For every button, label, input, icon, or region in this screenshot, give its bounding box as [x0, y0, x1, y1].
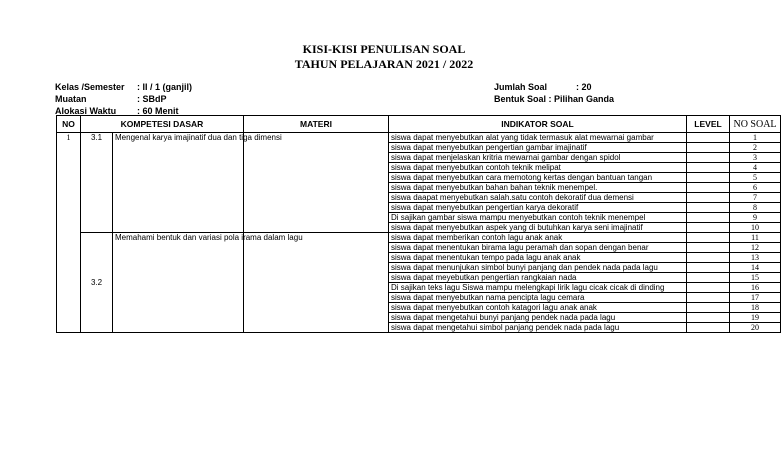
- level-cell: [687, 293, 730, 303]
- indikator-cell: siswa dapat menyebutkan pengertian gambar imajinatif: [389, 143, 687, 153]
- indikator-cell: siswa dapat menentukan tempo pada lagu anak anak: [389, 253, 687, 263]
- no-soal-cell: 6: [730, 183, 781, 193]
- info-value: : II / 1 (ganjil): [137, 82, 193, 92]
- indikator-cell: siswa dapat menyebutkan cara memotong kertas dengan bantuan tangan: [389, 173, 687, 183]
- level-cell: [687, 273, 730, 283]
- materi-cell: [244, 233, 389, 333]
- indikator-cell: siswa dapat menyebutkan pengertian karya dekoratif: [389, 203, 687, 213]
- no-soal-cell: 15: [730, 273, 781, 283]
- kisi-kisi-table: [56, 115, 781, 333]
- info-key: Kelas /Semester: [55, 82, 125, 92]
- info-right: [494, 81, 614, 105]
- info-key: Bentuk Soal: [494, 94, 547, 104]
- no-soal-cell: 14: [730, 263, 781, 273]
- header-indikator-soal: INDIKATOR SOAL: [389, 116, 687, 133]
- level-cell: [687, 283, 730, 293]
- info-row-jumlah: [494, 81, 614, 93]
- no-soal-cell: 9: [730, 213, 781, 223]
- info-value: : SBdP: [137, 94, 167, 104]
- no-soal-cell: 11: [730, 233, 781, 243]
- level-cell: [687, 213, 730, 223]
- header-materi: MATERI: [244, 116, 389, 133]
- indikator-cell: siswa dapat mengetahui bunyi panjang pendek nada pada lagu: [389, 313, 687, 323]
- indikator-cell: siswa dapat menunjukan simbol bunyi panjang dan pendek nada pada lagu: [389, 263, 687, 273]
- table-header-row: [57, 116, 781, 133]
- kd-code: 3.1: [81, 133, 113, 233]
- indikator-cell: siswa dapat menyebutkan nama pencipta lagu cemara: [389, 293, 687, 303]
- indikator-cell: siswa dapat memberikan contoh lagu anak anak: [389, 233, 687, 243]
- no-soal-cell: 19: [730, 313, 781, 323]
- level-cell: [687, 193, 730, 203]
- indikator-cell: Di sajikan gambar siswa mampu menyebutkan contoh teknik menempel: [389, 213, 687, 223]
- indikator-cell: siswa dapat menyebutkan contoh katagori lagu anak anak: [389, 303, 687, 313]
- no-soal-cell: 13: [730, 253, 781, 263]
- indikator-cell: Di sajikan teks lagu Siswa mampu melengkapi lirik lagu cicak cicak di dinding: [389, 283, 687, 293]
- no-soal-cell: 4: [730, 163, 781, 173]
- kd-description: Mengenal karya imajinatif dua dan tiga dimensi: [113, 133, 244, 233]
- no-soal-cell: 5: [730, 173, 781, 183]
- level-cell: [687, 253, 730, 263]
- document-title: KISI-KISI PENULISAN SOAL: [302, 42, 466, 56]
- table-row: [57, 233, 781, 243]
- level-cell: [687, 323, 730, 333]
- info-value: : 20: [576, 82, 592, 92]
- header-level: LEVEL: [687, 116, 730, 133]
- level-cell: [687, 263, 730, 273]
- level-cell: [687, 243, 730, 253]
- level-cell: [687, 303, 730, 313]
- no-soal-cell: 2: [730, 143, 781, 153]
- level-cell: [687, 133, 730, 143]
- level-cell: [687, 173, 730, 183]
- no-soal-cell: 18: [730, 303, 781, 313]
- level-cell: [687, 233, 730, 243]
- kd-code: 3.2: [81, 233, 113, 333]
- header-kompetensi-dasar: KOMPETESI DASAR: [81, 116, 244, 133]
- info-row-bentuk: [494, 93, 614, 105]
- indikator-cell: siswa dapat meyebutkan pengertian rangkaian nada: [389, 273, 687, 283]
- table-body: [57, 133, 781, 333]
- level-cell: [687, 223, 730, 233]
- level-cell: [687, 143, 730, 153]
- indikator-cell: siswa daapat menyebutkan salah.satu contoh dekoratif dua demensi: [389, 193, 687, 203]
- no-soal-cell: 20: [730, 323, 781, 333]
- info-key: Alokasi Waktu: [55, 106, 117, 116]
- indikator-cell: siswa dapat mengetahui simbol panjang pendek nada pada lagu: [389, 323, 687, 333]
- header-no-soal: NO SOAL: [730, 116, 781, 133]
- level-cell: [687, 153, 730, 163]
- no-soal-cell: 1: [730, 133, 781, 143]
- indikator-cell: siswa dapat menyebutkan alat yang tidak termasuk alat mewarnai gambar: [389, 133, 687, 143]
- no-soal-cell: 8: [730, 203, 781, 213]
- kd-description: Memahami bentuk dan variasi pola irama dalam lagu: [113, 233, 244, 333]
- no-soal-cell: 17: [730, 293, 781, 303]
- indikator-cell: siswa dapat menyebutkan contoh teknik melipat: [389, 163, 687, 173]
- info-key: Muatan: [55, 94, 87, 104]
- no-soal-cell: 7: [730, 193, 781, 203]
- no-soal-cell: 10: [730, 223, 781, 233]
- document-subtitle: TAHUN PELAJARAN 2021 / 2022: [294, 57, 474, 71]
- materi-cell: [244, 133, 389, 233]
- no-soal-cell: 12: [730, 243, 781, 253]
- indikator-cell: siswa dapat menentukan birama lagu peramah dan sopan dengan benar: [389, 243, 687, 253]
- level-cell: [687, 313, 730, 323]
- info-row-kelas: [55, 81, 192, 93]
- table-row: [57, 133, 781, 143]
- indikator-cell: siswa dapat menyebutkan bahan bahan teknik menempel.: [389, 183, 687, 193]
- indikator-cell: siswa dapat menjelaskan kritria mewarnai gambar dengan spidol: [389, 153, 687, 163]
- indikator-cell: siswa dapat menyebutkan aspek yang di butuhkan karya seni imajinatif: [389, 223, 687, 233]
- level-cell: [687, 203, 730, 213]
- info-key: Jumlah Soal: [494, 82, 548, 92]
- info-value: : 60 Menit: [137, 106, 179, 116]
- info-left: [55, 81, 192, 117]
- level-cell: [687, 163, 730, 173]
- header-no: NO: [57, 116, 81, 133]
- row-number: 1: [57, 133, 81, 333]
- info-row-muatan: [55, 93, 192, 105]
- level-cell: [687, 183, 730, 193]
- no-soal-cell: 3: [730, 153, 781, 163]
- no-soal-cell: 16: [730, 283, 781, 293]
- info-value: : Pilihan Ganda: [548, 94, 615, 104]
